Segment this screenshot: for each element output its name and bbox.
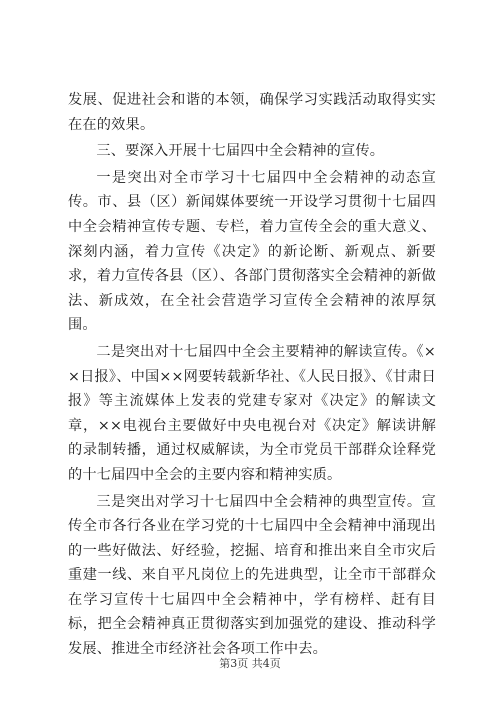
- paragraph-interpretation-publicity: 二是突出对十七届四中全会主要精神的解读宣传。《××日报》、中国××网要转载新华社、《人民日报》、《甘肃日报》等主流媒体上发表的党建专家对《决定》的解读文章，××电视台主要做好中央电视台对《决定》解读讲解的录制转播，通过权威解读，为全市党员干部群众诠释党的十七届四中全会的主要内容和精神实质。: [68, 343, 436, 483]
- paragraph-typical-publicity: 三是突出对学习十七届四中全会精神的典型宣传。宣传全市各行各业在学习党的十七届四中全会精神中涌现出的一些好做法、好经验，挖掘、培育和推出来自全市灾后重建一线、来自平凡岗位上的先进典型，让全市干部群众在学习宣传十七届四中全会精神中，学有榜样、赶有目标，把全会精神真正贯彻落实到加强党的建设、推动科学发展、推进全市经济社会各项工作中去。: [68, 493, 436, 658]
- page-footer: 第3页 共4页: [219, 657, 281, 670]
- page-body: [68, 88, 436, 662]
- paragraph-continuation: 发展、促进社会和谐的本领，确保学习实践活动取得实实在在的效果。: [68, 92, 436, 133]
- section-heading: 三、要深入开展十七届四中全会精神的宣传。: [96, 143, 385, 160]
- paragraph-dynamic-publicity: 一是突出对全市学习十七届四中全会精神的动态宣传。市、县（区）新闻媒体要统一开设学习贯彻十七届四中全会精神宣传专题、专栏，着力宣传全会的重大意义、深刻内涵，着力宣传《决定》的新论断、新观点、新要求，着力宣传各县（区）、各部门贯彻落实全会精神的新做法、新成效，在全社会营造学习宣传全会精神的浓厚氛围。: [68, 169, 436, 334]
